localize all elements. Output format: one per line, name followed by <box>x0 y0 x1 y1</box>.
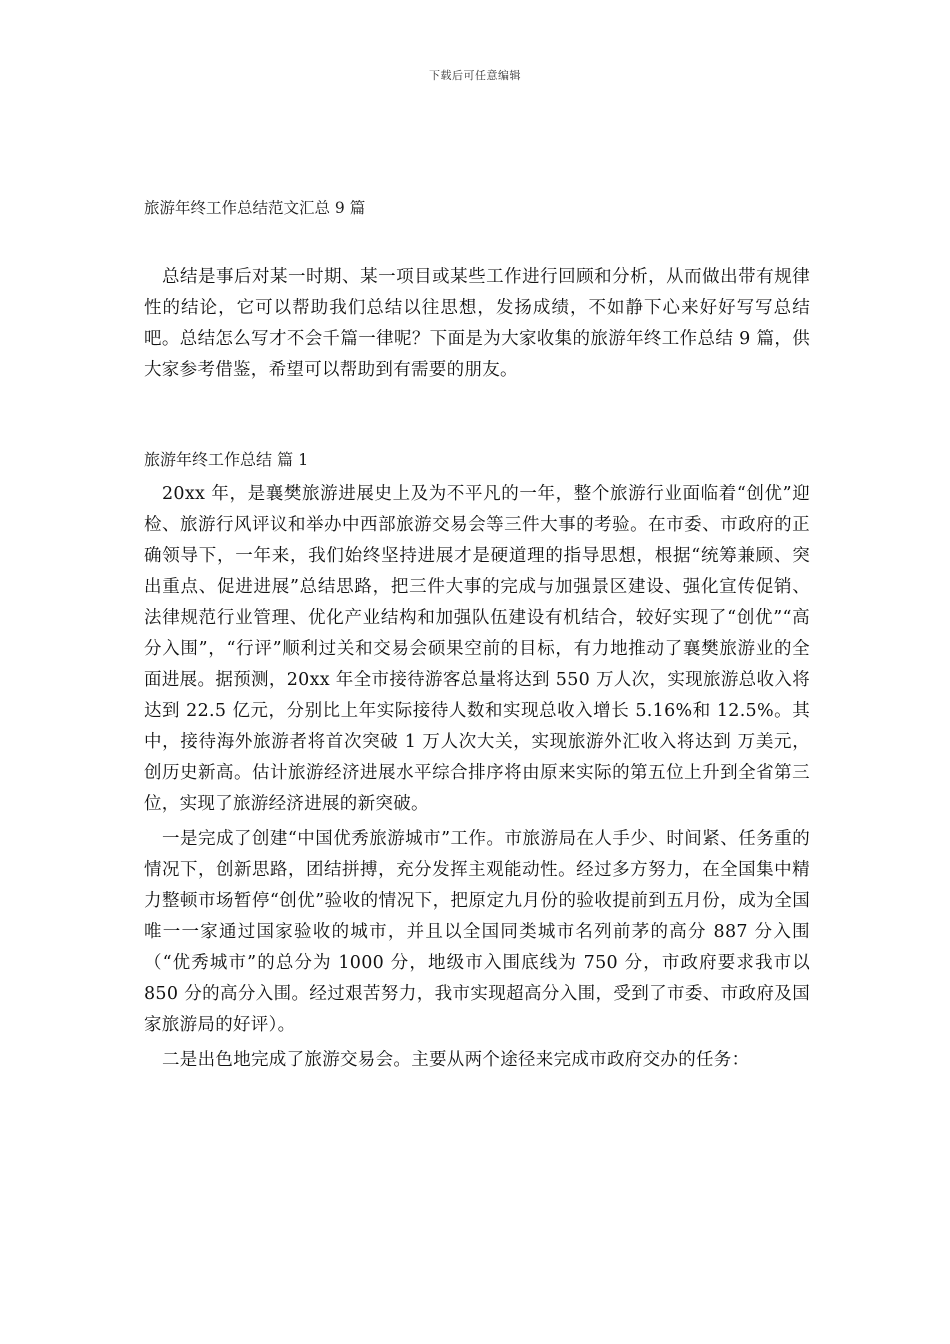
document-title: 旅游年终工作总结范文汇总 9 篇 <box>144 199 366 217</box>
section-paragraph-1: 20xx 年，是襄樊旅游进展史上及为不平凡的一年，整个旅游行业面临着“创优”迎检、旅游行风评议和举办中西部旅游交易会等三件大事的考验。在市委、市政府的正确领导下，一年来，我们始终坚持进展才是硬道理的指导思想，根据“统筹兼顾、突出重点、促进进展”总结思路，把三件大事的完成与加强景区建设、强化宣传促销、法律规范行业管理、优化产业结构和加强队伍建设有机结合，较好实现了“创优”“高分入围”，“行评”顺利过关和交易会硕果空前的目标，有力地推动了襄樊旅游业的全面进展。据预测，20xx 年全市接待游客总量将达到 550 万人次，实现旅游总收入将达到 22.5 亿元，分别比上年实际接待人数和实现总收入增长 5.16%和 12.5%。其中，接待海外旅游者将首次突破 1 万人次大关，实现旅游外汇收入将达到 万美元，创历史新高。估计旅游经济进展水平综合排序将由原来实际的第五位上升到全省第三位，实现了旅游经济进展的新突破。 <box>144 484 810 814</box>
intro-text-block <box>144 262 810 386</box>
intro-paragraph: 总结是事后对某一时期、某一项目或某些工作进行回顾和分析，从而做出带有规律性的结论，它可以帮助我们总结以往思想，发扬成绩，不如静下心来好好写写总结吧。总结怎么写才不会千篇一律呢？下面是为大家收集的旅游年终工作总结 9 篇，供大家参考借鉴，希望可以帮助到有需要的朋友。 <box>144 267 810 380</box>
page-header-note: 下载后可任意编辑 <box>429 69 521 82</box>
section-body <box>144 479 810 1076</box>
section-paragraph-2: 一是完成了创建“中国优秀旅游城市”工作。市旅游局在人手少、时间紧、任务重的情况下，创新思路，团结拼搏，充分发挥主观能动性。经过多方努力，在全国集中精力整顿市场暂停“创优”验收的情况下，把原定九月份的验收提前到五月份，成为全国唯一一家通过国家验收的城市，并且以全国同类城市名列前茅的高分 887 分入围（“优秀城市”的总分为 1000 分，地级市入围底线为 750 分，市政府要求我市以 850 分的高分入围。经过艰苦努力，我市实现超高分入围，受到了市委、市政府及国家旅游局的好评）。 <box>144 829 810 1035</box>
section-paragraph-3: 二是出色地完成了旅游交易会。主要从两个途径来完成市政府交办的任务： <box>162 1050 750 1070</box>
section-heading: 旅游年终工作总结 篇 1 <box>144 450 309 469</box>
